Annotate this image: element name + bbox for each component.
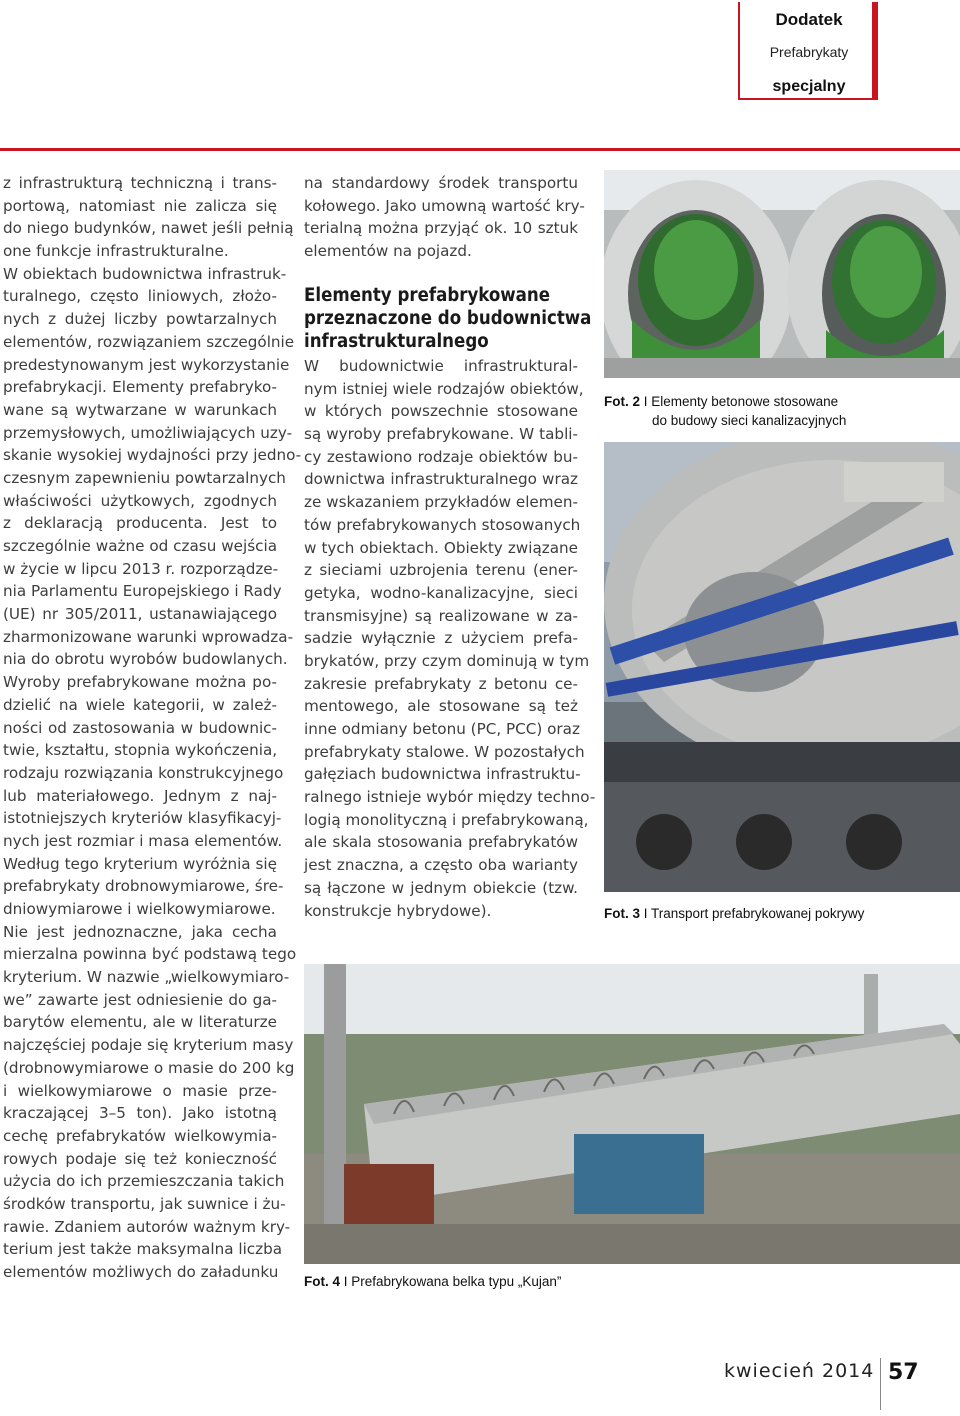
text-line: ze wskazaniem przykładów elemen- (304, 493, 578, 512)
text-line: barytów elementu, ale w literaturze (3, 1013, 277, 1032)
heading-line-3: infrastrukturalnego (304, 331, 489, 352)
text-line: rowych podaje się też konieczność (3, 1149, 277, 1168)
text-line: jest znaczna, a często oba warianty (304, 856, 578, 875)
text-line: terium jest także maksymalna liczba (3, 1240, 283, 1259)
text-line: kryterium. W nazwie „wielkowymiaro- (3, 968, 290, 987)
heading-line-2: przeznaczone do budownictwa (304, 308, 592, 329)
text-line: nym istniej wiele rodzajów obiektów, (304, 379, 584, 398)
text-line: są łączone w jednym obiekcie (tzw. (304, 878, 578, 897)
text-line: predestynowanym jest wykorzystanie (3, 355, 290, 374)
text-line: nia Parlamentu Europejskiego i Rady (3, 582, 282, 601)
text-line: getyka, wodno-kanalizacyjne, sieci (304, 583, 578, 602)
text-line: tów prefabrykowanych stosowanych (304, 515, 581, 534)
text-line: elementów, rozwiązaniem szczególnie (3, 332, 295, 351)
text-line: brykatów, przy czym dominują w tym (304, 651, 590, 670)
text-line: transmisyjne) są realizowane w za- (304, 606, 578, 625)
text-line: z deklaracją producenta. Jest to (3, 514, 277, 533)
text-line: ności od zastosowania w budownic- (3, 718, 277, 737)
text-line: użycia do ich przemieszczania takich (3, 1172, 285, 1191)
text-line: elementów na pojazd. (304, 242, 472, 261)
text-line: zakresie prefabrykaty z betonu ce- (304, 674, 578, 693)
text-line: lub materiałowego. Jednym z naj- (3, 786, 277, 805)
text-line: w tych obiektach. Obiekty związane (304, 538, 578, 557)
text-line: elementów możliwych do załadunku (3, 1263, 279, 1281)
text-line: w których powszechnie stosowane (304, 402, 578, 421)
section-badge (738, 2, 878, 100)
photo-concrete-pipes (604, 170, 960, 378)
text-line: czesnym zapewnieniu powtarzalnych (3, 468, 286, 487)
text-line: prefabrykacji. Elementy prefabryko- (3, 378, 277, 397)
text-line: inne odmiany betonu (PC, PCC) oraz (304, 720, 580, 738)
caption-fot-2-text: I Elementy betonowe stosowane (643, 394, 839, 409)
text-line: rawie. Zdaniem autorów ważnym kry- (3, 1217, 291, 1236)
text-line: (UE) nr 305/2011, ustanawiającego (3, 605, 277, 624)
text-line: kołowego. Jako umowną wartość kry- (304, 196, 585, 215)
text-line: skanie wysokiej wydajności przy jedno- (3, 446, 302, 465)
text-line: prefabrykaty drobnowymiarowe, śre- (3, 877, 284, 896)
text-line: prefabrykaty stalowe. W pozostałych (304, 742, 585, 761)
text-line: nych z dużej liczby powtarzalnych (3, 310, 277, 329)
text-line: ralnego istnieje wybór między techno- (304, 788, 596, 807)
text-line: właściwości użytkowych, zgodnych (3, 491, 277, 510)
header-rule (0, 148, 960, 151)
text-line: szczególnie ważne od czasu wejścia (3, 537, 277, 555)
badge-title: Dodatek (775, 10, 843, 29)
issue-date: kwiecień 2014 (724, 1360, 875, 1382)
text-line: twie, kształtu, stopnia wykończenia, (3, 741, 278, 760)
text-line: terialną można przyjąć ok. 10 sztuk (304, 219, 578, 238)
text-line: Nie jest jednoznaczne, jaka cecha (3, 922, 277, 941)
text-line: W obiektach budownictwa infrastruk- (3, 264, 287, 283)
caption-fot-3-label: Fot. 3 (604, 906, 640, 921)
text-line: W budownictwie infrastruktural- (304, 357, 578, 375)
caption-fot-4-label: Fot. 4 (304, 1274, 340, 1289)
text-line: w życie w lipcu 2013 r. rozporządze- (3, 559, 279, 578)
caption-fot-3-text: I Transport prefabrykowanej pokrywy (643, 906, 865, 921)
caption-fot-2-label: Fot. 2 (604, 394, 640, 409)
caption-fot-2 (604, 392, 958, 430)
text-line: ale skala stosowania prefabrykatów (304, 833, 578, 852)
text-line: sadzie wyłącznie z użyciem prefa- (304, 629, 578, 648)
section-heading (304, 284, 591, 353)
text-column-2 (304, 355, 596, 922)
text-line: najczęściej podaje się kryterium masy (3, 1036, 294, 1055)
text-line: istotniejszych kryteriów klasyfikacyj- (3, 809, 282, 828)
text-line: one funkcje infrastrukturalne. (3, 242, 229, 261)
text-line: przemysłowych, umożliwiających uzy- (3, 423, 293, 442)
text-line: downictwa infrastrukturalnego wraz (304, 470, 578, 489)
badge-subtitle: Prefabrykaty (769, 44, 849, 60)
text-line: Wyroby prefabrykowane można po- (3, 673, 277, 692)
text-line: cechę prefabrykatów wielkowymia- (3, 1126, 277, 1145)
text-line: gałęziach budownictwa infrastruktu- (304, 765, 581, 784)
caption-fot-2-text-2: do budowy sieci kanalizacyjnych (652, 413, 847, 428)
text-line: portową, natomiast nie zalicza się (3, 196, 277, 215)
text-line: Według tego kryterium wyróżnia się (3, 854, 277, 873)
text-line: we” zawarte jest odniesienie do ga- (3, 990, 277, 1009)
photo-kujan-beam (304, 964, 960, 1264)
text-line: na standardowy środek transportu (304, 174, 578, 192)
caption-fot-4 (304, 1272, 704, 1291)
text-line: dzielić na wiele kategorii, w zależ- (3, 695, 277, 714)
text-line: i wielkowymiarowe o masie prze- (3, 1081, 277, 1100)
photo-transport-cover (604, 442, 960, 892)
text-column-1 (3, 172, 302, 1284)
page-number: 57 (888, 1360, 919, 1385)
text-line: z sieciami uzbrojenia terenu (ener- (304, 561, 578, 580)
text-line: zharmonizowane warunki wprowadza- (3, 627, 294, 646)
text-line: logią monolityczną i prefabrykowaną, (304, 810, 589, 829)
text-line: konstrukcje hybrydowe). (304, 901, 492, 920)
text-line: do niego budynków, nawet jeśli pełnią (3, 219, 294, 238)
text-line: rodzaju rozwiązania konstrukcyjnego (3, 763, 284, 782)
text-line: kraczającej 3–5 ton). Jako istotną (3, 1104, 277, 1123)
text-line: mierzalna powinna być podstawą tego (3, 945, 297, 964)
text-line: są wyroby prefabrykowane. W tabli- (304, 425, 578, 444)
text-line: dniowymiarowe i wielkowymiarowe. (3, 900, 276, 918)
text-line: nych jest rozmiar i masa elementów. (3, 831, 283, 850)
text-line: nia do obrotu wyrobów budowlanych. (3, 650, 288, 669)
text-line: (drobnowymiarowe o masie do 200 kg (3, 1058, 295, 1077)
text-line: mentowego, ale stosowane są też (304, 697, 578, 716)
caption-fot-3 (604, 904, 958, 923)
text-line: turalnego, często liniowych, złożo- (3, 287, 277, 306)
text-line: z infrastrukturą techniczną i trans- (3, 174, 277, 192)
text-line: środków transportu, jak suwnice i żu- (3, 1194, 286, 1213)
caption-fot-4-text: I Prefabrykowana belka typu „Kujan” (343, 1274, 562, 1289)
text-line: wane są wytwarzane w warunkach (3, 400, 277, 419)
text-column-2-intro (304, 172, 585, 263)
text-line: cy zestawiono rodzaje obiektów bu- (304, 447, 578, 466)
badge-accent-bar (872, 2, 878, 98)
page-number-separator (880, 1358, 881, 1410)
badge-tag: specjalny (772, 78, 846, 95)
heading-line-1: Elementy prefabrykowane (304, 285, 551, 306)
